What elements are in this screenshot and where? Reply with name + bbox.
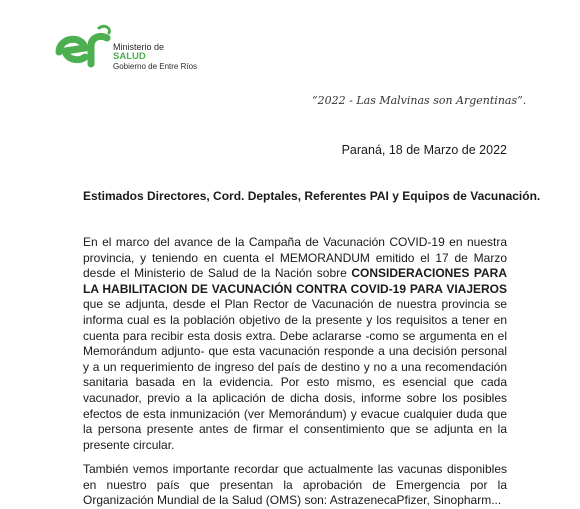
- body-paragraph-2: También vemos importante recordar que actualmente las vacunas disponibles en nuestro país que presentan la aprobación de Emergencia por la Organización Mundial de la Salud (OMS) son: AstrazenecaPfizer, Sinopharm...: [83, 462, 507, 508]
- logo-line-salud: SALUD: [113, 51, 146, 62]
- logo-line-ministerio: Ministerio de: [113, 42, 165, 52]
- letter-date: Paraná, 18 de Marzo de 2022: [341, 143, 507, 157]
- logo-line-gobierno: Gobierno de Entre Ríos: [113, 62, 198, 71]
- body-paragraph-1: [83, 235, 507, 453]
- paragraph-1-text-a: En el marco del avance de la Campaña de Vacunación COVID-19 en nuestra provincia, y teniendo en cuenta el MEMORANDUM emitido el 17 de Marzo desde el Ministerio de Salud de la Nación sobre: [83, 235, 507, 281]
- ministry-logo: [55, 24, 205, 72]
- paragraph-1-bold: CONSIDERACIONES PARA LA HABILITACION DE VACUNACIÓN CONTRA COVID-19 PARA VIAJEROS: [83, 266, 507, 296]
- motto: “2022 - Las Malvinas son Argentinas”.: [312, 94, 527, 107]
- er-logo-icon: [55, 24, 111, 72]
- letter-greeting: Estimados Directores, Cord. Deptales, Referentes PAI y Equipos de Vacunación.: [83, 189, 541, 203]
- paragraph-1-text-b: que se adjunta, desde el Plan Rector de Vacunación de nuestra provincia se informa cual es la población objetivo de la presente y los requisitos a tener en cuenta para recibir esta dosis extra. Debe aclararse -como se argumenta en el Memorándum adjunto- que esta vacunación responde a una decisión personal y a un requerimiento de ingreso del país de destino y no a una recomendación sanitaria basada en la evidencia. Por esto mismo, es esencial que cada vacunador, previo a la aplicación de dicha dosis, informe sobre los posibles efectos de esta inmunización (ver Memorándum) y evacue cualquier duda que la persona presente antes de firmar el consentimiento que se adjunta en la presente circular.: [83, 297, 507, 452]
- logo-text: [113, 42, 197, 72]
